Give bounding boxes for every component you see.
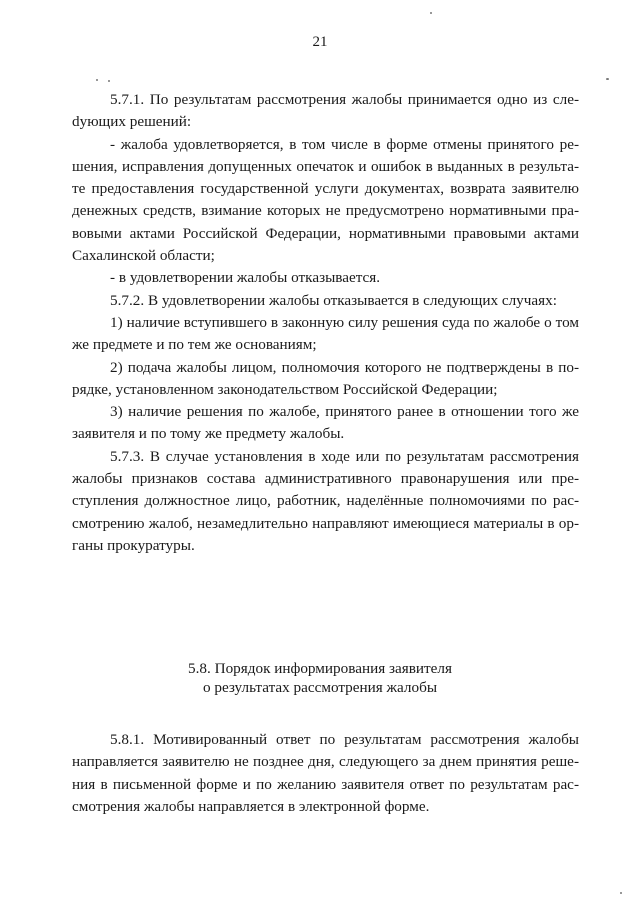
- paragraph-complaint-satisfied: - жалоба удовлетворяется, в том числе в форме отмены принятого решения, исправления допущенных опечаток и ошибок в выданных в результате предоставления государственной услуги документах, возврата заявителю денежных средств, взимание которых не предусмотрено нормативными правовыми актами Российской Федерации, нормативными правовыми актами Сахалинской области;: [72, 135, 579, 265]
- section-heading-5-8: [0, 659, 640, 697]
- paragraph-complaint-refused: - в удовлетворении жалобы отказывается.: [110, 269, 381, 287]
- paragraph-5-7-3: 5.7.3. В случае установления в ходе или по результатам рассмотрения жалобы признаков состава административного правонарушения или преступления должностное лицо, работник, наделённые полномочиями по рассмотрению жалоб, незамедлительно направляют имеющиеся материалы в органы прокуратуры.: [72, 447, 579, 554]
- page-number: 21: [312, 34, 328, 50]
- scan-speck: [430, 12, 432, 14]
- paragraph-case-3: 3) наличие решения по жалобе, принятого ранее в отношении того же заявителя и по тому же предмету жалобы.: [72, 403, 579, 443]
- scan-speck: [96, 79, 98, 81]
- section-heading-line-1: 5.8. Порядок информирования заявителя: [188, 660, 452, 677]
- section-heading-line-2: о результатах рассмотрения жалобы: [202, 679, 438, 696]
- body-text-bottom: [72, 729, 579, 818]
- paragraph-5-7-1: 5.7.1. По результатам рассмотрения жалобы принимается одно из слеdующих решений:: [72, 91, 579, 131]
- paragraph-case-2: 2) подача жалобы лицом, полномочия которого не подтверждены в порядке, установленном законодательством Российской Федерации;: [72, 358, 579, 398]
- scan-speck: [620, 892, 622, 894]
- scan-speck: [108, 80, 110, 82]
- scan-speck: [606, 78, 609, 80]
- paragraph-5-8-1: 5.8.1. Мотивированный ответ по результатам рассмотрения жалобы направляется заявителю не позднее дня, следующего за днем принятия решения в письменной форме и по желанию заявителя ответ по результатам рассмотрения жалобы направляется в электронной форме.: [72, 731, 579, 815]
- body-text-top: [72, 89, 579, 557]
- paragraph-case-1: 1) наличие вступившего в законную силу решения суда по жалобе о том же предмете и по тем же основаниям;: [72, 313, 579, 354]
- paragraph-5-7-2: 5.7.2. В удовлетворении жалобы отказывается в следующих случаях:: [110, 291, 557, 309]
